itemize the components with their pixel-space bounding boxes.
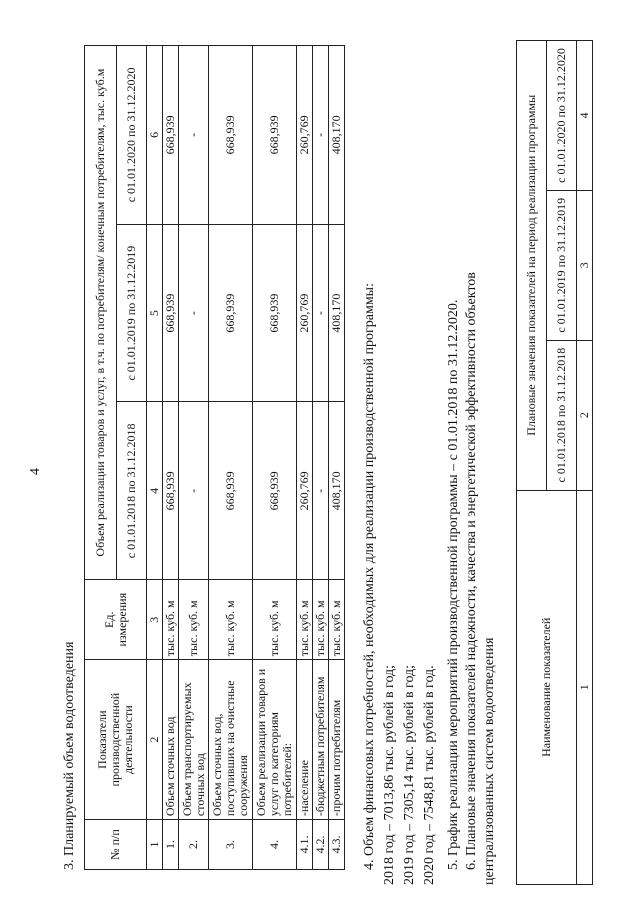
row-unit: тыс. куб. м — [297, 580, 313, 660]
water-disposal-table — [84, 45, 345, 870]
row-unit: тыс. куб. м — [179, 580, 209, 660]
header-volume: Объем реализации товаров и услуг, в т.ч. по потребителям/ конечным потребителям, тыс. куб.м — [85, 46, 117, 580]
header-period-2020: с 01.01.2020 по 31.12.2020 — [117, 46, 147, 225]
header-planned-values: Плановые значения показателей на период реализации программы — [517, 41, 547, 491]
row-value-2019: 668,939 — [209, 224, 253, 402]
row-value-2018: 668,939 — [209, 402, 253, 580]
finance-line-2019: 2019 год – 7305,14 тыс. рублей в год; — [402, 664, 417, 885]
row-num: 4. — [253, 820, 297, 870]
table-row — [329, 46, 345, 870]
row-num: 2. — [179, 820, 209, 870]
index-cell: 4 — [577, 41, 593, 191]
index-cell: 6 — [147, 46, 163, 225]
header-indicator: Показатели производственной деятельности — [85, 660, 147, 820]
row-value-2020: 408,170 — [329, 46, 345, 225]
row-value-2018: 408,170 — [329, 402, 345, 580]
header-period-2019: с 01.01.2019 по 31.12.2019 — [117, 224, 147, 402]
section-6-line-2: централизованных систем водоотведения — [482, 637, 497, 885]
row-unit: тыс. куб. м — [329, 580, 345, 660]
header-period-2019: с 01.01.2019 по 31.12.2019 — [547, 190, 577, 340]
section-4-title: 4. Объем финансовых потребностей, необходимых для реализации производственной программы: — [362, 283, 377, 870]
row-name: -население — [297, 660, 313, 820]
table-row — [253, 46, 297, 870]
index-row — [577, 41, 593, 885]
row-value-2019: 408,170 — [329, 224, 345, 402]
row-value-2020: - — [313, 46, 329, 225]
section-5-text: 5. График реализации мероприятий производственной программы – с 01.01.2018 по 31.12.2020. — [446, 299, 461, 870]
row-value-2020: - — [179, 46, 209, 225]
row-name: -прочим потребителям — [329, 660, 345, 820]
header-period-2018: с 01.01.2018 по 31.12.2018 — [547, 340, 577, 490]
index-cell: 5 — [147, 224, 163, 402]
header-period-2018: с 01.01.2018 по 31.12.2018 — [117, 402, 147, 580]
row-value-2019: 668,939 — [253, 224, 297, 402]
row-value-2018: 260,769 — [297, 402, 313, 580]
section-3-title: 3. Планируемый объем водоотведения — [62, 641, 77, 870]
table-row — [313, 46, 329, 870]
row-value-2020: 668,939 — [163, 46, 179, 225]
row-value-2019: 260,769 — [297, 224, 313, 402]
row-name: Объем сточных вод — [163, 660, 179, 820]
row-unit: тыс. куб. м — [163, 580, 179, 660]
row-unit: тыс. куб. м — [253, 580, 297, 660]
row-value-2018: 668,939 — [163, 402, 179, 580]
table-row — [179, 46, 209, 870]
page-number: 4 — [28, 468, 43, 475]
index-cell: 4 — [147, 402, 163, 580]
index-cell: 1 — [147, 820, 163, 870]
row-num: 4.1. — [297, 820, 313, 870]
row-name: Объем транспортируемых сточных вод — [179, 660, 209, 820]
indicators-table — [516, 40, 593, 885]
row-value-2018: - — [179, 402, 209, 580]
row-name: -бюджетным потребителям — [313, 660, 329, 820]
header-period-2020: с 01.01.2020 по 31.12.2020 — [547, 41, 577, 191]
row-value-2019: - — [179, 224, 209, 402]
row-value-2019: - — [313, 224, 329, 402]
row-value-2019: 668,939 — [163, 224, 179, 402]
header-num: № п/п — [85, 820, 147, 870]
row-num: 3. — [209, 820, 253, 870]
row-unit: тыс. куб. м — [209, 580, 253, 660]
row-value-2020: 260,769 — [297, 46, 313, 225]
row-name: Объем сточных вод, поступивших на очистные сооружения — [209, 660, 253, 820]
table-row — [163, 46, 179, 870]
row-value-2018: 668,939 — [253, 402, 297, 580]
index-cell: 3 — [147, 580, 163, 660]
index-cell: 2 — [577, 340, 593, 490]
section-6-line-1: 6. Плановые значения показателей надежности, качества и энергетической эффективности объектов — [464, 272, 479, 870]
row-value-2020: 668,939 — [209, 46, 253, 225]
table-row — [297, 46, 313, 870]
row-value-2020: 668,939 — [253, 46, 297, 225]
header-indicator-name: Наименование показателей — [517, 490, 577, 884]
finance-line-2020: 2020 год – 7548,81 тыс. рублей в год. — [422, 665, 437, 885]
header-unit: Ед. измерения — [85, 580, 147, 660]
row-value-2018: - — [313, 402, 329, 580]
row-name: Объем реализации товаров и услуг по категориям потребителей: — [253, 660, 297, 820]
row-unit: тыс. куб. м — [313, 580, 329, 660]
index-cell: 1 — [577, 490, 593, 884]
row-num: 1. — [163, 820, 179, 870]
index-cell: 3 — [577, 190, 593, 340]
index-cell: 2 — [147, 660, 163, 820]
row-num: 4.2. — [313, 820, 329, 870]
index-row — [147, 46, 163, 870]
finance-line-2018: 2018 год – 7013,86 тыс. рублей в год; — [382, 664, 397, 885]
row-num: 4.3. — [329, 820, 345, 870]
table-row — [209, 46, 253, 870]
